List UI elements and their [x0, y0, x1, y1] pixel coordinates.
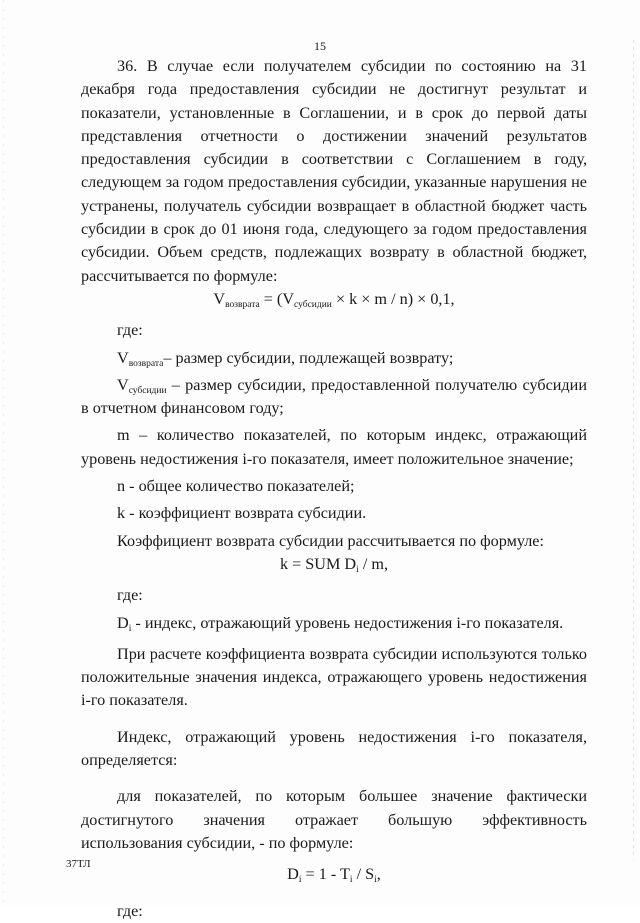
formula-d-symbol: D — [287, 865, 299, 884]
definition-k: k - коэффициент возврата субсидии. — [117, 504, 367, 523]
def-v-symbol-2: V — [117, 375, 129, 394]
paragraph-positive-only: При расчете коэффициента возврата субсидии используются только положительные значения индекса, отражающего уровень недостижения i-го показателя. — [81, 644, 587, 710]
definition-v-return — [81, 347, 587, 370]
formula-di — [81, 863, 587, 886]
def-d-sub: i — [128, 623, 132, 634]
formula-tail: × k × m / n) × 0,1, — [331, 289, 455, 308]
formula-v-symbol: V — [213, 289, 226, 308]
k-formula-intro: Коэффициент возврата субсидии рассчитывается по формуле: — [117, 531, 544, 550]
formula-sub-subsidy: субсидии — [294, 299, 332, 310]
paragraph-36: 36. В случае если получателем субсидии по состоянию на 31 декабря года предоставления субсидии не достигнут результат и показатели, установленные в Соглашении, и в срок до первой даты представления отчетности о достижении значений результатов предоставления субсидии в соответствии с Соглашением в году, следующем за годом предоставления субсидии, указанные нарушения не устранены, получатель субсидии возвращает в областной бюджет часть субсидии в срок до 01 июня года, следующего за годом предоставления субсидии. Объем средств, подлежащих возврату в областной бюджет, рассчитывается по формуле: — [81, 57, 587, 285]
definition-di — [81, 612, 587, 635]
document-code: 37ТЛ — [66, 858, 91, 870]
formula-di-end: , — [376, 865, 381, 884]
page-number: 15 — [314, 39, 326, 53]
def-v-subsidy-text: – размер субсидии, предоставленной получателю субсидии в отчетном финансовом году; — [81, 375, 587, 418]
formula-v-symbol-2: V — [282, 289, 295, 308]
formula-di-div: / S — [352, 865, 375, 884]
scan-edge-left — [3, 0, 4, 905]
formula-k-sub: i — [356, 564, 359, 575]
def-v-return-text: – размер субсидии, подлежащей возврату; — [163, 348, 454, 367]
def-sub-subsidy: субсидии — [128, 385, 167, 396]
where-label-1: где: — [117, 321, 143, 340]
formula-equals: = ( — [259, 289, 283, 308]
definition-m: m – количество показателей, по которым индекс, отражающий уровень недостижения i-го показателя, имеет положительное значение; — [81, 426, 587, 468]
def-sub-return: возврата — [128, 358, 164, 369]
paragraph-index-intro: Индекс, отражающий уровень недостижения i-го показателя, определяется: — [81, 727, 587, 770]
def-d-symbol: D — [117, 613, 129, 632]
formula-k-tail: / m, — [358, 554, 388, 573]
formula-v-return — [81, 288, 587, 311]
def-di-text: - индекс, отражающий уровень недостижения i-го показателя. — [131, 613, 564, 632]
definition-n: n - общее количество показателей; — [117, 477, 355, 496]
scan-edge-right — [633, 40, 634, 860]
formula-d-sub: i — [298, 875, 302, 886]
where-label-3: где: — [117, 901, 143, 920]
formula-di-eq: = 1 - T — [301, 865, 350, 884]
paragraph-for-indicators: для показателей, по которым большее значение фактически достигнутого значения отражает большую эффективность использования субсидии, - по формуле: — [81, 787, 587, 852]
formula-sub-return: возврата — [225, 299, 260, 310]
def-v-symbol: V — [117, 348, 129, 367]
formula-t-sub: i — [349, 875, 353, 886]
document-body — [81, 55, 587, 923]
formula-k — [81, 553, 587, 576]
formula-k-main: k = SUM D — [279, 554, 357, 573]
formula-s-sub: i — [374, 875, 377, 886]
definition-v-subsidy — [81, 374, 587, 421]
where-label-2: где: — [117, 586, 143, 605]
